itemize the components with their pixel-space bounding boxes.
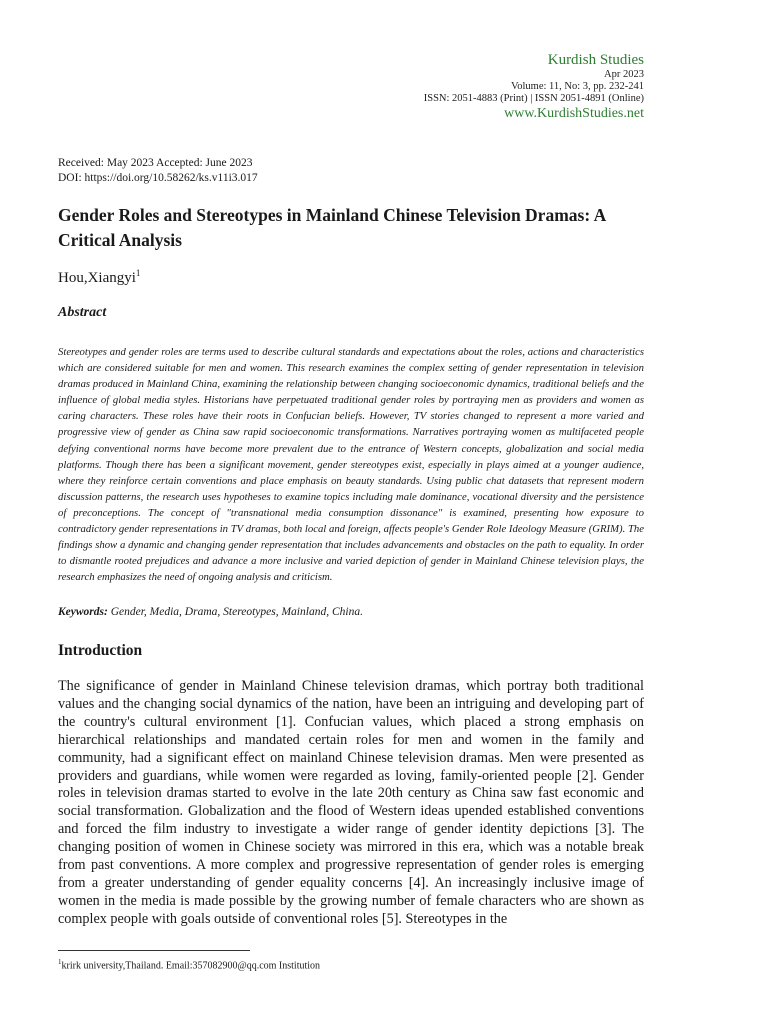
footnote-mark: 1	[58, 958, 62, 966]
introduction-body: The significance of gender in Mainland Chinese television dramas, which portray both traditional values and the changing social dynamics of the nation, have been an intriguing and developing part of the country's cultural environment [1]. Confucian values, which placed a strong emphasis on hierarchical relationships and mandated certain roles for men and women in the family and community, had a significant effect on mainland Chinese television dramas. Men were presented as providers and guardians, while women were regarded as loving, family-oriented people [2]. Gender roles in television dramas started to evolve in the late 20th century as China saw fast economic and social transformation. Globalization and the flood of Western ideas upended established conventions and forced the film industry to investigate a wider range of gender identity depictions [3]. The changing position of women in Chinese society was mirrored in this era, which was a notable break from past conventions. A more complex and progressive representation of gender roles is emerging from a greater understanding of gender equality concerns [4]. An increasingly inclusive image of women in the media is made possible by the growing number of female characters who are shown as complex people with goals outside of conventional roles [5]. Stereotypes in the	[58, 678, 644, 927]
abstract-heading: Abstract	[58, 305, 107, 320]
journal-issn: ISSN: 2051-4883 (Print) | ISSN 2051-4891 (Online)	[423, 93, 644, 105]
doi-link[interactable]: DOI: https://doi.org/10.58262/ks.v11i3.017	[58, 172, 258, 184]
journal-url-link[interactable]: www.KurdishStudies.net	[504, 106, 644, 122]
introduction-heading: Introduction	[58, 642, 143, 659]
journal-date: Apr 2023	[604, 69, 644, 81]
keywords-label: Keywords:	[58, 606, 108, 618]
footnote-divider	[58, 950, 250, 951]
journal-volume: Volume: 11, No: 3, pp. 232-241	[511, 81, 644, 93]
author-line	[58, 268, 140, 287]
submission-info	[58, 156, 258, 186]
journal-header	[424, 52, 644, 123]
footnote-text: krirk university,Thailand. Email:357082900@qq.com Institution	[61, 960, 321, 972]
footnote	[58, 958, 320, 971]
received-dates: Received: May 2023 Accepted: June 2023	[58, 157, 253, 169]
author-footnote-mark[interactable]: 1	[135, 268, 141, 278]
keywords-line	[58, 606, 658, 618]
journal-name: Kurdish Studies	[547, 52, 644, 68]
author-name: Hou,Xiangyi	[58, 270, 136, 286]
keywords-text: Gender, Media, Drama, Stereotypes, Mainland, China.	[107, 606, 363, 618]
paper-title: Gender Roles and Stereotypes in Mainland Chinese Television Dramas: A Critical Analysis	[58, 205, 606, 250]
abstract-body: Stereotypes and gender roles are terms used to describe cultural standards and expectations about the roles, actions and characteristics which are considered suitable for men and women. This research examines the complex setting of gender representation in television dramas produced in Mainland China, examining the relationship between changing socioeconomic dynamics, traditional beliefs and the influence of global media styles. Historians have perpetuated traditional gender roles by portraying men as providers and women as caring characters. These roles have their roots in Confucian beliefs. However, TV stories changed to represent a more varied and progressive view of gender as China saw rapid socioeconomic transformations. Narratives portraying women as multifaceted people defying conventional norms have become more prevalent due to the entrance of Western concepts, globalization and social media platforms. Though there has been a significant movement, gender stereotypes exist, especially in plays aimed at a younger audience, where they reinforce certain conventions and place emphasis on beauty standards. Using public chat datasets that represent modern discussion patterns, the research uses hypotheses to examine topics including male dominance, vocational diversity and the persistence of preconceptions. The concept of "transnational media consumption dissonance" is examined, presenting how exposure to contradictory gender representations in TV dramas, both local and foreign, affects people's Gender Role Ideology Measure (GRIM). The findings show a dynamic and changing gender representation that includes advancements and obstacles on the path to equality. In order to dismantle rooted prejudices and advance a more inclusive and varied depiction of gender in Mainland Chinese television plays, the research emphasizes the need of ongoing analysis and criticism.	[58, 346, 644, 584]
